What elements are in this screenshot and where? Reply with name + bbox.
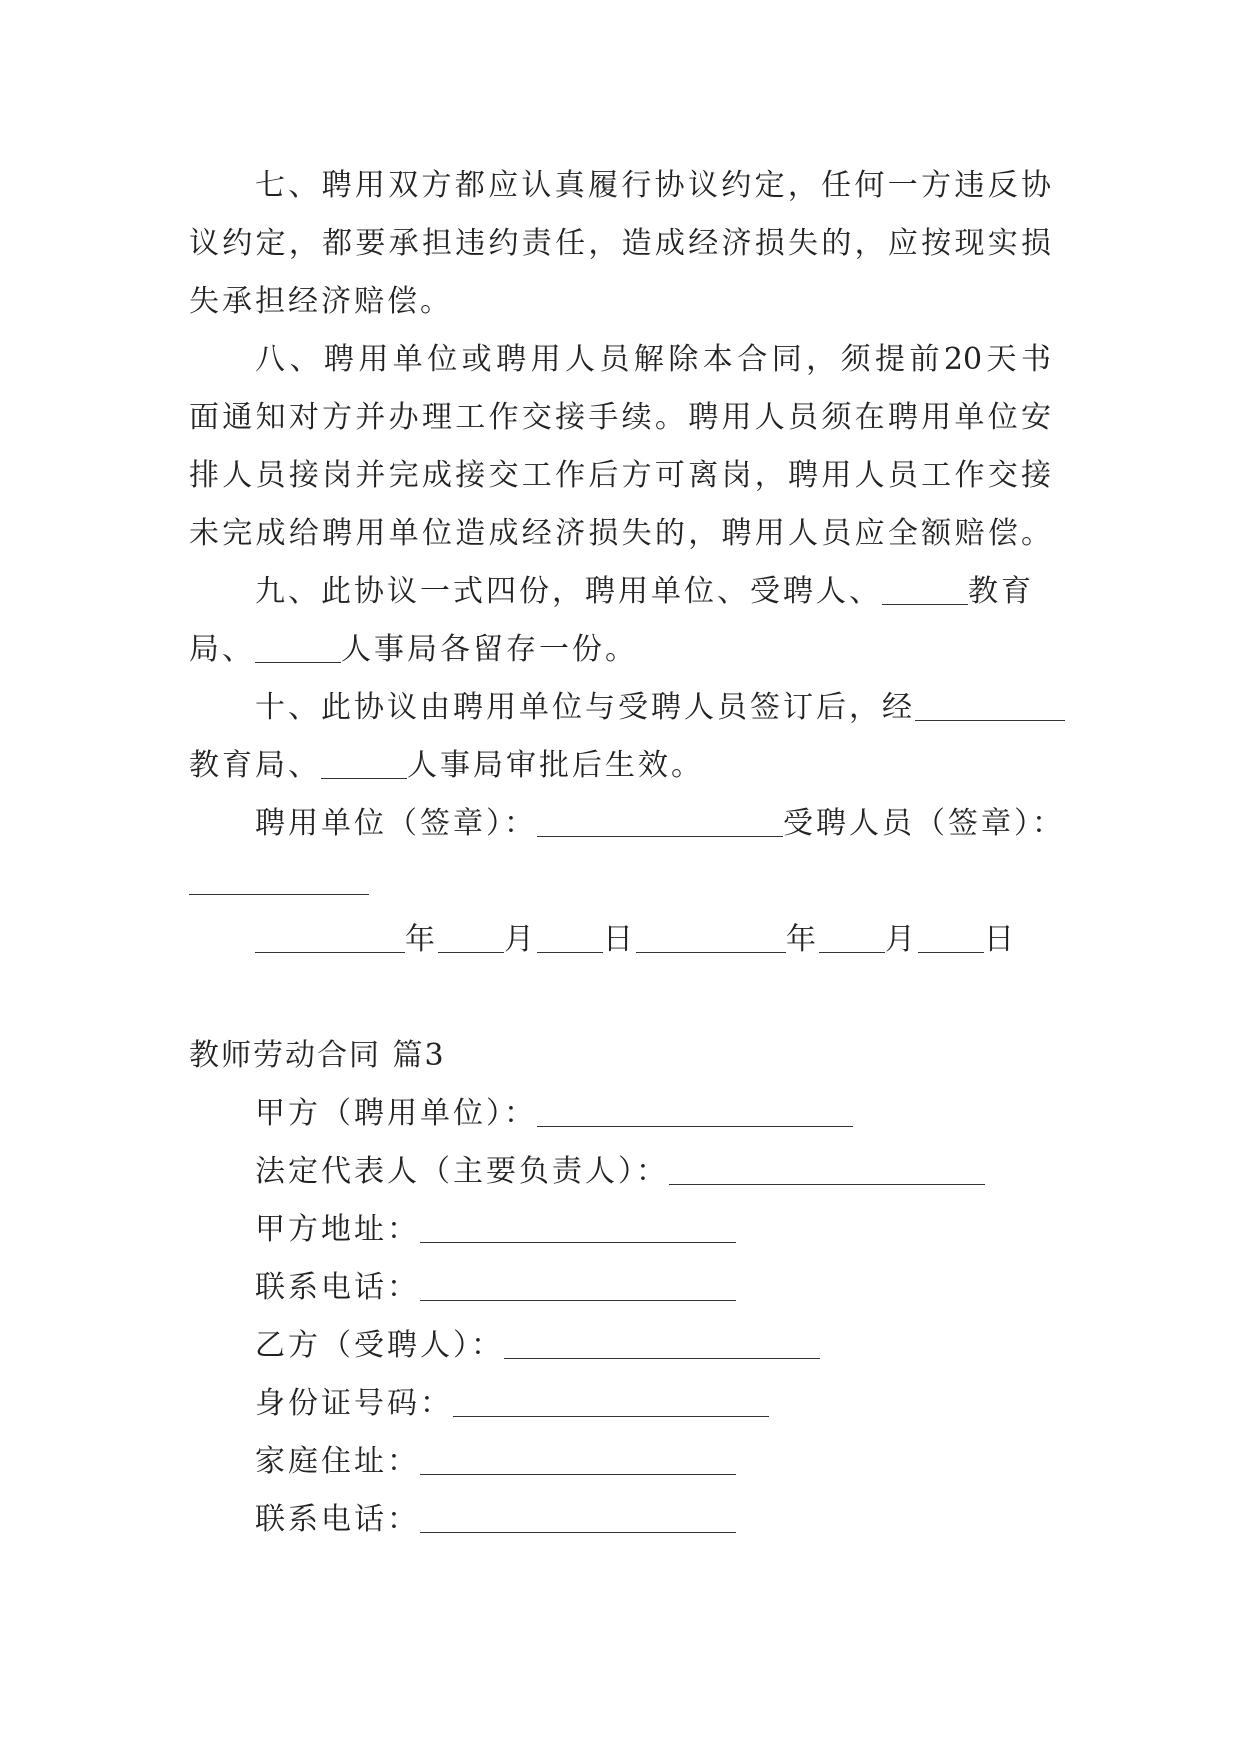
day-label: 日 <box>603 922 636 957</box>
article-9-line-2 <box>189 630 638 670</box>
blank-line <box>321 748 407 779</box>
month-blank <box>438 922 504 953</box>
article-8-line-1: 八、聘用单位或聘用人员解除本合同，须提前20天书 <box>255 342 1051 377</box>
year-blank <box>636 922 786 953</box>
article-10-text-b: 教育局、 <box>189 748 321 783</box>
field-blank <box>420 1212 736 1243</box>
article-10-text-c: 人事局审批后生效。 <box>407 748 704 783</box>
field-label: 甲方地址： <box>255 1212 420 1247</box>
article-9-line-1 <box>255 572 1034 612</box>
blank-line <box>882 574 968 605</box>
month-label: 月 <box>885 922 918 957</box>
blank-line <box>915 690 1065 721</box>
field-label: 家庭住址： <box>255 1444 420 1479</box>
employer-signature-label: 聘用单位（签章）： <box>255 806 537 841</box>
employee-signature-label: 受聘人员（签章）： <box>783 806 1065 841</box>
month-blank <box>819 922 885 953</box>
article-9-text-d: 人事局各留存一份。 <box>341 632 638 667</box>
article-8-line-3: 排人员接岗并完成接交工作后方可离岗，聘用人员工作交接 <box>189 458 1051 493</box>
signature-continuation <box>189 862 369 902</box>
field-label: 身份证号码： <box>255 1386 453 1421</box>
field-label: 联系电话： <box>255 1502 420 1537</box>
field-blank <box>504 1328 820 1359</box>
day-blank <box>537 922 603 953</box>
field-blank <box>420 1444 736 1475</box>
employer-signature-blank <box>537 806 783 837</box>
article-10-line-2 <box>189 746 704 786</box>
employee-signature-blank <box>189 864 369 895</box>
blank-line <box>255 632 341 663</box>
article-10-text-a: 十、此协议由聘用单位与受聘人员签订后，经 <box>255 690 915 725</box>
month-label: 月 <box>504 922 537 957</box>
article-8-line-4: 未完成给聘用单位造成经济损失的，聘用人员应全额赔偿。 <box>189 516 1051 551</box>
field-id-number <box>255 1384 769 1424</box>
field-b-phone <box>255 1500 736 1540</box>
article-9-text-c: 局、 <box>189 632 255 667</box>
article-10-line-1 <box>255 688 1065 728</box>
day-label: 日 <box>984 922 1017 957</box>
article-9-text-b: 教育 <box>968 574 1034 609</box>
field-label: 甲方（聘用单位）： <box>255 1096 537 1131</box>
field-blank <box>453 1386 769 1417</box>
field-blank <box>420 1270 736 1301</box>
date-line <box>255 920 1017 960</box>
field-a-phone <box>255 1268 736 1308</box>
field-blank <box>420 1502 736 1533</box>
article-7-line-3: 失承担经济赔偿。 <box>189 284 453 319</box>
section-title: 教师劳动合同 篇3 <box>189 1038 446 1073</box>
article-8-line-2: 面通知对方并办理工作交接手续。聘用人员须在聘用单位安 <box>189 400 1051 435</box>
year-blank <box>255 922 405 953</box>
year-label: 年 <box>405 922 438 957</box>
field-label: 法定代表人（主要负责人）： <box>255 1154 669 1189</box>
field-home-address <box>255 1442 736 1482</box>
day-blank <box>918 922 984 953</box>
field-a-address <box>255 1210 736 1250</box>
article-9-text-a: 九、此协议一式四份，聘用单位、受聘人、 <box>255 574 882 609</box>
article-7-line-1: 七、聘用双方都应认真履行协议约定，任何一方违反协 <box>255 168 1051 203</box>
field-label: 乙方（受聘人）： <box>255 1328 504 1363</box>
field-blank <box>537 1096 853 1127</box>
field-party-a <box>255 1094 853 1134</box>
field-party-b <box>255 1326 820 1366</box>
signature-line <box>255 804 1065 844</box>
year-label: 年 <box>786 922 819 957</box>
field-blank <box>669 1154 985 1185</box>
field-label: 联系电话： <box>255 1270 420 1305</box>
article-7-line-2: 议约定，都要承担违约责任，造成经济损失的，应按现实损 <box>189 226 1051 261</box>
field-legal-rep <box>255 1152 985 1192</box>
